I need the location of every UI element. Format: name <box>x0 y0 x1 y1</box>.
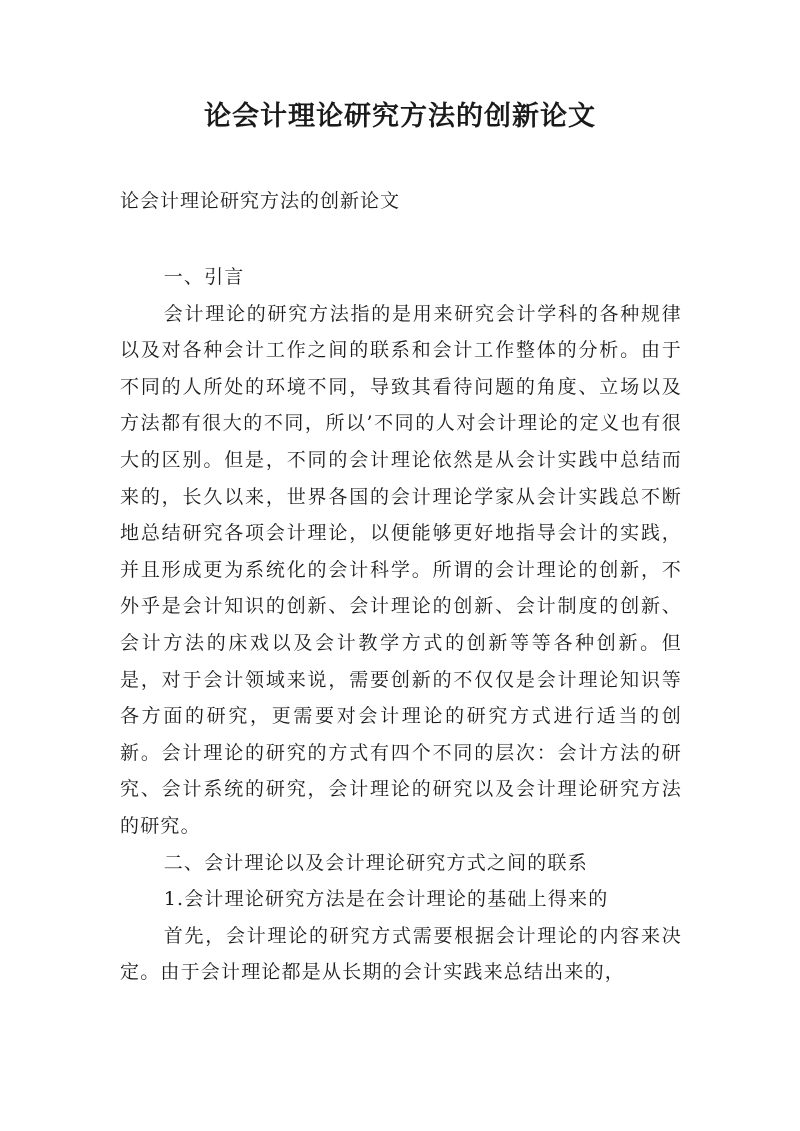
section-heading-relationship: 二、会计理论以及会计理论研究方式之间的联系 <box>163 851 588 874</box>
subsection-heading: 1.会计理论研究方法是在会计理论的基础上得来的 <box>163 888 609 911</box>
section-heading-introduction: 一、引言 <box>163 266 245 288</box>
document-subtitle: 论会计理论研究方法的创新论文 <box>120 190 401 212</box>
document-body <box>120 259 682 991</box>
document-title: 论会计理论研究方法的创新论文 <box>204 101 596 132</box>
body-paragraph: 会计理论的研究方法指的是用来研究会计学科的各种规律以及对各种会计工作之间的联系和会计工作整体的分析。由于不同的人所处的环境不同，导致其看待问题的角度、立场以及方法都有很大的不同，所以’不同的人对会计理论的定义也有很大的区别。但是，不同的会计理论依然是从会计实践中总结而来的，长久以来，世界各国的会计理论学家从会计实践总不断地总结研究各项会计理论，以便能够更好地指导会计的实践，并且形成更为系统化的会计科学。所谓的会计理论的创新，不外乎是会计知识的创新、会计理论的创新、会计制度的创新、会计方法的床戏以及会计教学方式的创新等等各种创新。但是，对于会计领域来说，需要创新的不仅仅是会计理论知识等各方面的研究，更需要对会计理论的研究方式进行适当的创新。会计理论的研究的方式有四个不同的层次：会计方法的研究、会计系统的研究，会计理论的研究以及会计理论研究方法的研究。 <box>120 302 682 837</box>
body-paragraph: 首先，会计理论的研究方式需要根据会计理论的内容来决定。由于会计理论都是从长期的会计实践来总结出来的， <box>120 924 682 984</box>
